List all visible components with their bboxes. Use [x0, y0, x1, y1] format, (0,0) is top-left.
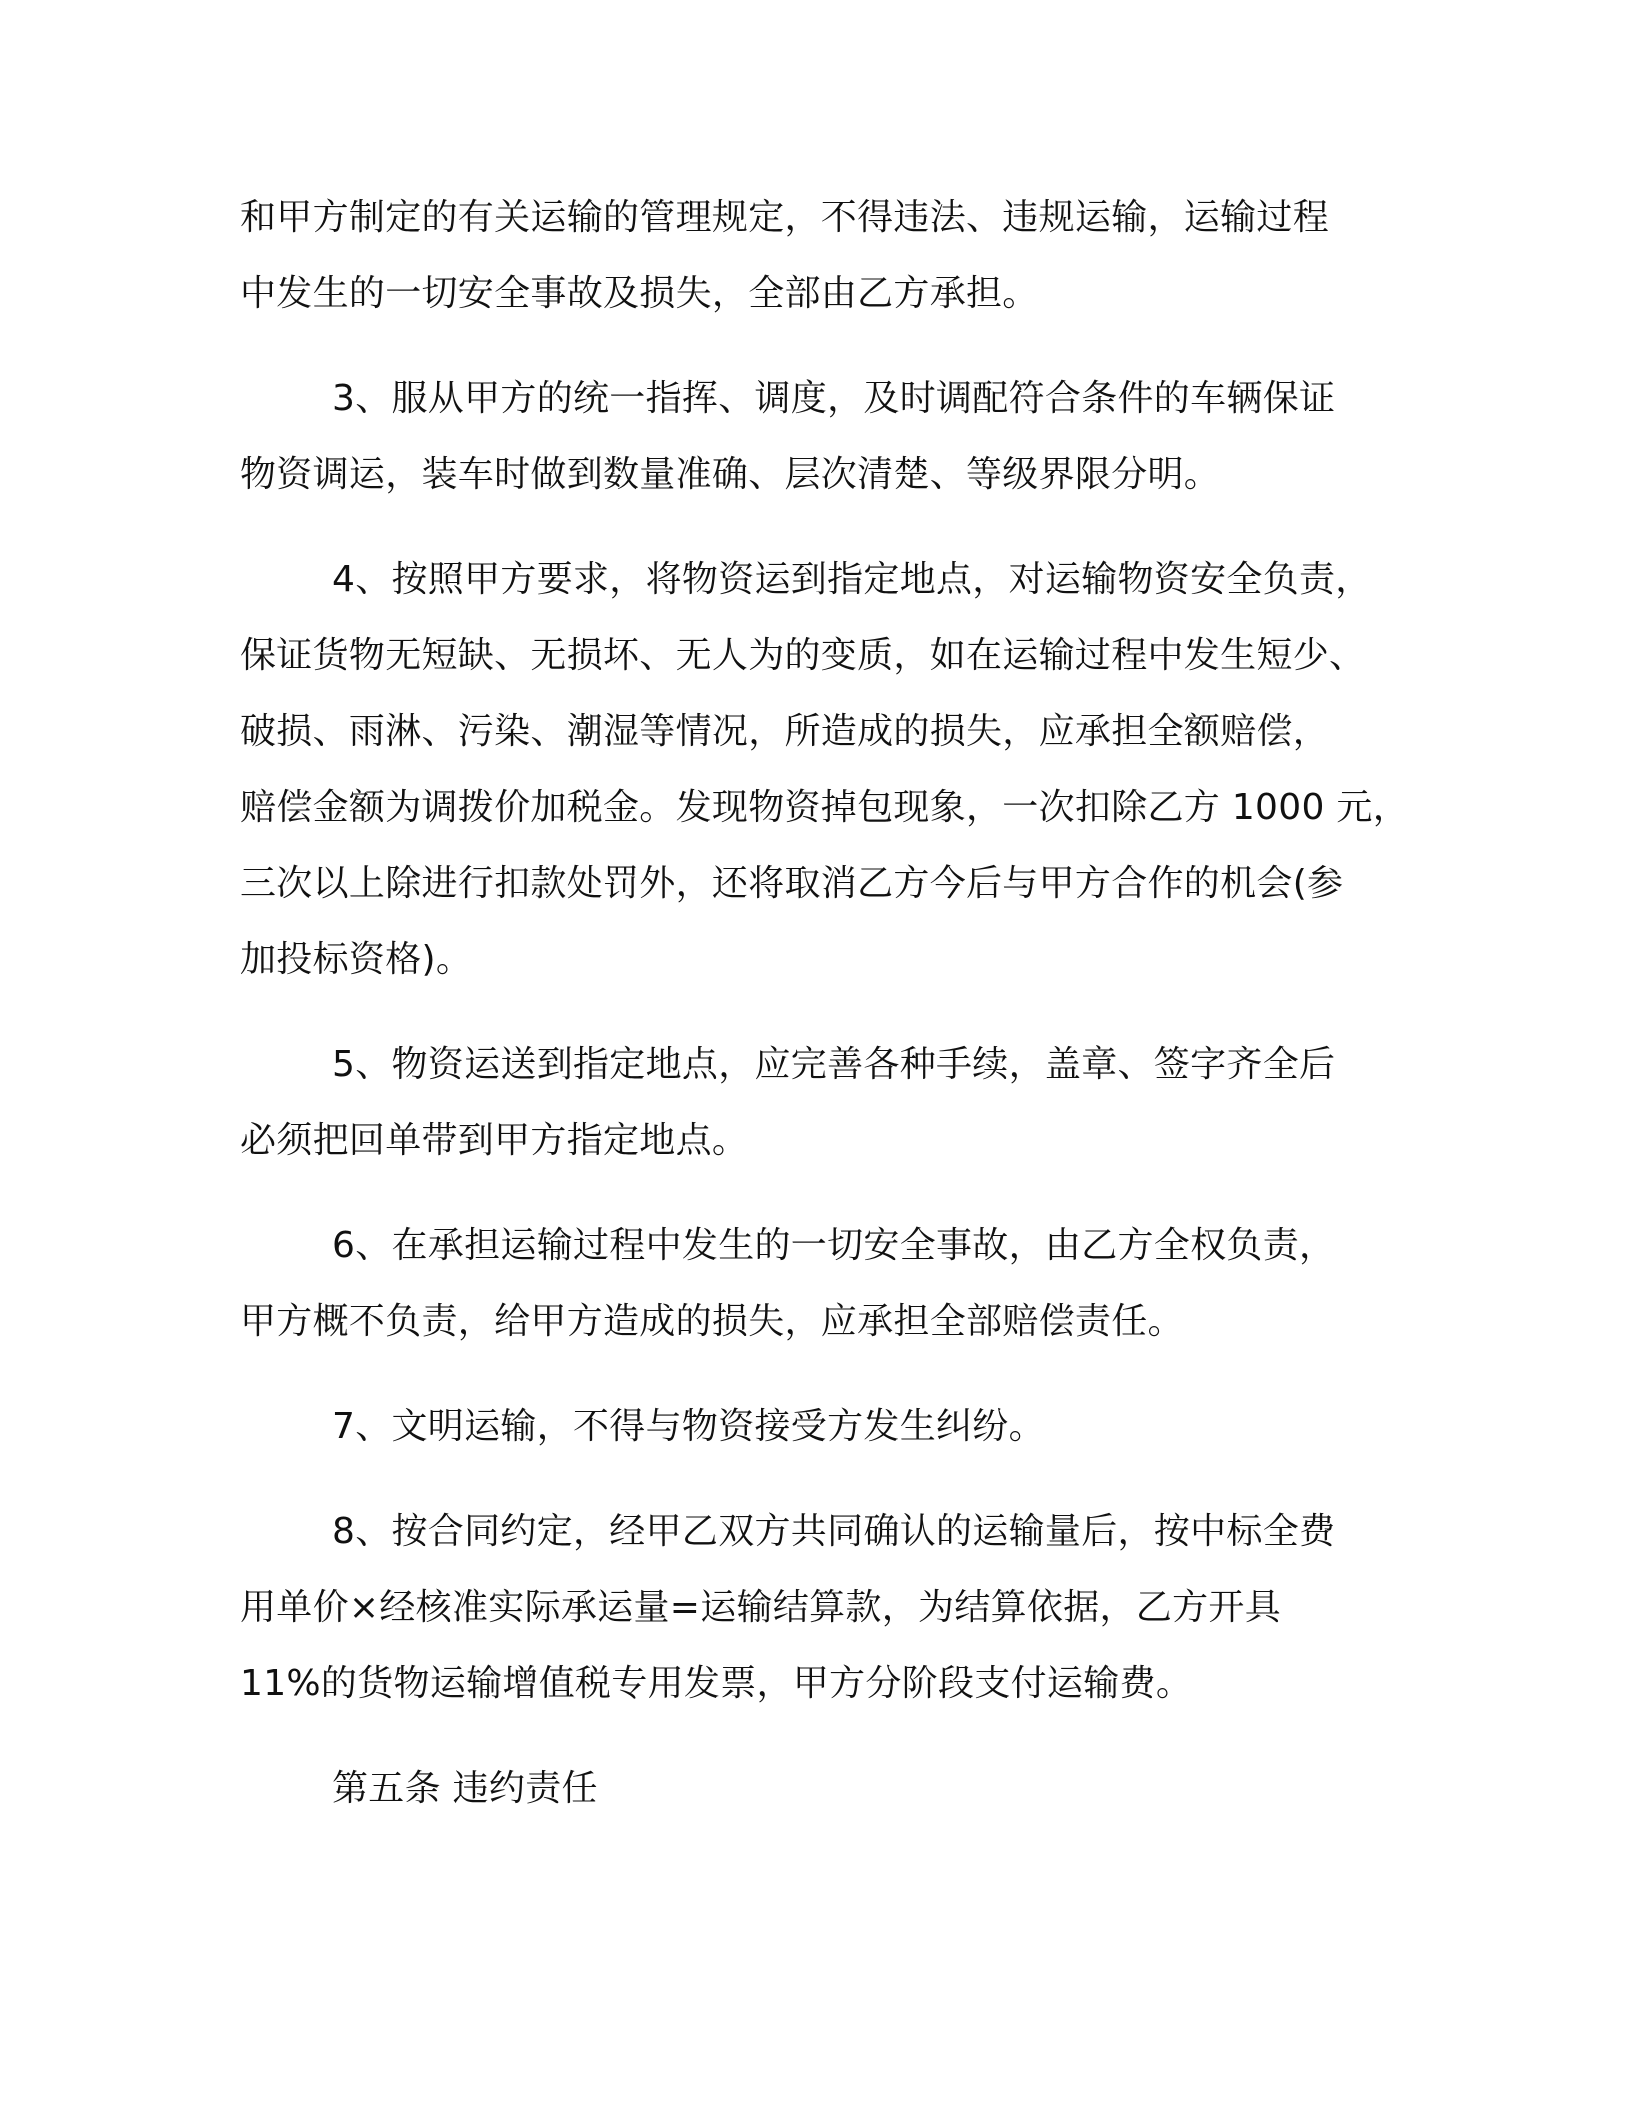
clause-5-line: 5、物资运送到指定地点，应完善各种手续，盖章、签字齐全后 [332, 1044, 1336, 1085]
paragraph-line: 中发生的一切安全事故及损失，全部由乙方承担。 [240, 273, 1039, 314]
section-heading: 第五条 违约责任 [332, 1768, 598, 1809]
clause-5-line: 必须把回单带到甲方指定地点。 [240, 1120, 749, 1161]
clause-4-line: 赔偿金额为调拨价加税金。发现物资掉包现象，一次扣除乙方 1000 元， [240, 787, 1410, 828]
clause-8-line: 用单价×经核准实际承运量=运输结算款，为结算依据，乙方开具 [240, 1587, 1282, 1628]
clause-8-line: 11%的货物运输增值税专用发票，甲方分阶段支付运输费。 [240, 1663, 1193, 1704]
clause-4-line: 破损、雨淋、污染、潮湿等情况，所造成的损失，应承担全额赔偿， [240, 711, 1330, 752]
clause-4-line: 三次以上除进行扣款处罚外，还将取消乙方今后与甲方合作的机会(参 [240, 863, 1344, 904]
clause-4-line: 保证货物无短缺、无损坏、无人为的变质，如在运输过程中发生短少、 [240, 635, 1366, 676]
paragraph-line: 和甲方制定的有关运输的管理规定，不得违法、违规运输，运输过程 [240, 197, 1330, 238]
clause-4-line: 4、按照甲方要求，将物资运到指定地点，对运输物资安全负责， [332, 559, 1372, 600]
clause-3-line: 物资调运，装车时做到数量准确、层次清楚、等级界限分明。 [240, 454, 1221, 495]
clause-6-line: 6、在承担运输过程中发生的一切安全事故，由乙方全权负责， [332, 1225, 1336, 1266]
clause-4-line: 加投标资格)。 [240, 939, 473, 980]
clause-6-line: 甲方概不负责，给甲方造成的损失，应承担全部赔偿责任。 [240, 1301, 1184, 1342]
clause-3-line: 3、服从甲方的统一指挥、调度，及时调配符合条件的车辆保证 [332, 378, 1336, 419]
clause-7-line: 7、文明运输，不得与物资接受方发生纠纷。 [332, 1406, 1045, 1447]
clause-8-line: 8、按合同约定，经甲乙双方共同确认的运输量后，按中标全费 [332, 1511, 1336, 1552]
